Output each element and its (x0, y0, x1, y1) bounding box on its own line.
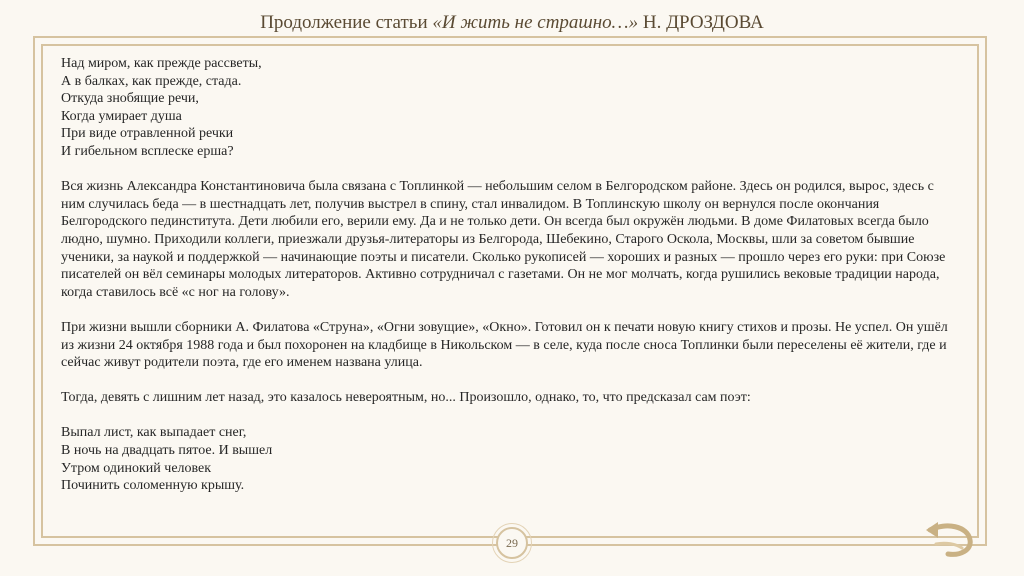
slide-title (0, 12, 1024, 34)
paragraph-prediction: Тогда, девять с лишним лет назад, это казалось невероятным, но... Произошло, однако, то, что предсказал сам поэт: (61, 390, 751, 406)
article-body (61, 55, 961, 512)
title-suffix: Н. ДРОЗДОВА (638, 12, 764, 33)
poem-line: Починить соломенную крышу. (61, 478, 245, 494)
poem-line: При виде отравленной речки (61, 126, 234, 142)
poem-line: Откуда знобящие речи, (61, 91, 199, 107)
poem-line: В ночь на двадцать пятое. И вышел (61, 443, 273, 459)
title-prefix: Продолжение статьи (260, 12, 433, 33)
poem-line: Когда умирает душа (61, 108, 182, 124)
poem-line: Над миром, как прежде рассветы, (61, 56, 262, 71)
paragraph-books: При жизни вышли сборники А. Филатова «Струна», «Огни зовущие», «Окно». Готовил он к печати новую книгу стихов и прозы. Не успел. Он ушёл из жизни 24 октября 1988 года и был похоронен на кладбище в Никольском — в селе, куда после сноса Топлинки были переселены её жители, где и сейчас живут родители поэта, где его именем названа улица. (61, 319, 948, 371)
poem-stanza-1 (61, 55, 961, 161)
poem-line: Утром одинокий человек (61, 460, 212, 476)
poem-stanza-2 (61, 424, 961, 494)
poem-line: А в балках, как прежде, стада. (61, 73, 242, 89)
title-italic: «И жить не страшно…» (432, 12, 639, 33)
page-number: 29 (496, 527, 528, 559)
paragraph-biography: Вся жизнь Александра Константиновича была связана с Топлинкой — небольшим селом в Белгородском районе. Здесь он родился, вырос, здесь с ним случилась беда — в шестнадцать лет, получив выстрел в спину, стал инвалидом. В Топлинскую школу он вернулся после окончания Белгородского пединститута. Дети любили его, верили ему. Да и не только дети. Он всегда был окружён людьми. В доме Филатовых всегда было людно, шумно. Приходили коллеги, приезжали друзья-литераторы из Белгорода, Шебекино, Старого Оскола, Москвы, шли за советом бывшие ученики, за наукой и поддержкой — начинающие поэты и писатели. Сколько рукописей — хороших и разных — прошло через его руки: при Союзе писателей он вёл семинары молодых литераторов. Активно сотрудничал с газетами. Он не мог молчать, когда рушились вековые традиции народа, когда ставилось всё «с ног на голову». (61, 179, 946, 300)
poem-line: И гибельном всплеске ерша? (61, 143, 234, 159)
return-arrow-icon[interactable] (922, 518, 978, 558)
poem-line: Выпал лист, как выпадает снег, (61, 425, 247, 441)
